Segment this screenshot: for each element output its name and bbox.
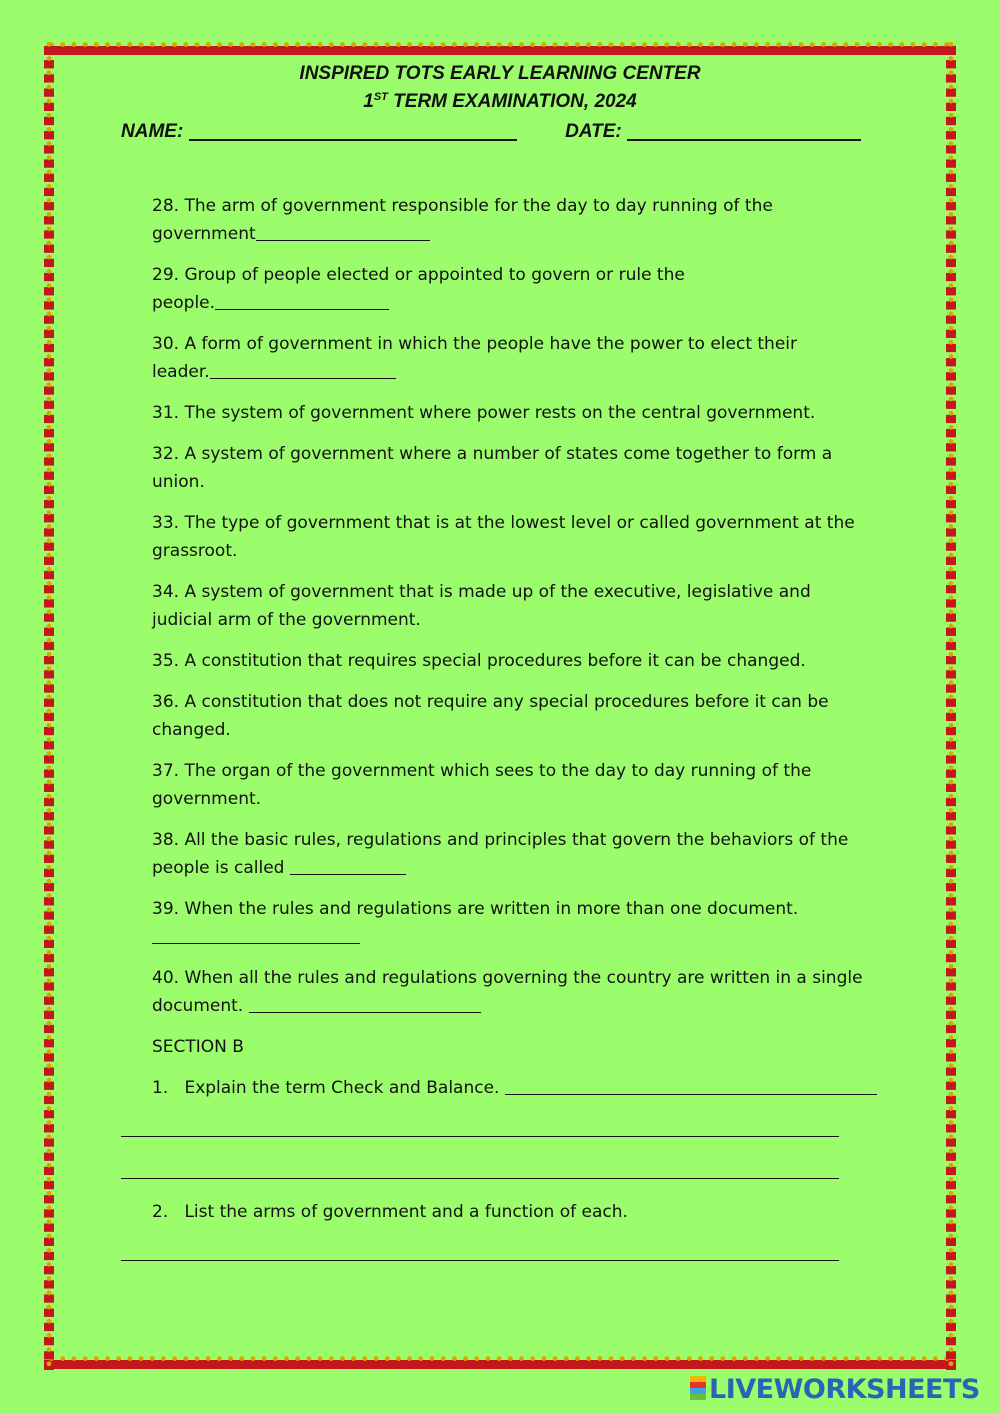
decorative-border-bottom bbox=[44, 1356, 956, 1370]
exam-title-rest: TERM EXAMINATION, 2024 bbox=[387, 91, 637, 112]
answer-blank-40[interactable] bbox=[249, 994, 481, 1013]
question-38: 38. All the basic rules, regulations and principles that govern the behaviors of the people is called bbox=[152, 830, 849, 878]
exam-number: 1 bbox=[363, 91, 374, 112]
question-29: 29. Group of people elected or appointed to govern or rule the people. bbox=[152, 265, 685, 313]
name-field[interactable] bbox=[189, 119, 517, 141]
decorative-border-left bbox=[44, 42, 54, 1370]
date-label: DATE: bbox=[565, 121, 622, 142]
answer-line-b1-2[interactable] bbox=[121, 1136, 839, 1137]
liveworksheets-badge-icon bbox=[690, 1376, 706, 1400]
name-label: NAME: bbox=[121, 121, 184, 142]
question-36: 36. A constitution that does not require any special procedures before it can be changed. bbox=[152, 692, 829, 740]
section-b-title: SECTION B bbox=[152, 1037, 244, 1057]
exam-superscript: ST bbox=[373, 91, 388, 103]
section-b-question-2: 2. List the arms of government and a function of each. bbox=[152, 1202, 628, 1222]
exam-title bbox=[0, 91, 1000, 113]
answer-blank-39[interactable] bbox=[152, 925, 360, 944]
answer-line-b1-3[interactable] bbox=[121, 1178, 839, 1179]
question-34: 34. A system of government that is made up of the executive, legislative and judicial arm of the government. bbox=[152, 582, 811, 630]
logo-text: LIVEWORKSHEETS bbox=[709, 1374, 980, 1405]
question-30: 30. A form of government in which the people have the power to elect their leader. bbox=[152, 334, 798, 382]
answer-blank-28[interactable] bbox=[256, 222, 430, 241]
answer-blank-b1[interactable] bbox=[505, 1076, 877, 1095]
question-37: 37. The organ of the government which sees to the day to day running of the government. bbox=[152, 761, 812, 809]
decorative-border-top bbox=[44, 42, 956, 56]
answer-line-b2[interactable] bbox=[121, 1260, 839, 1261]
answer-blank-30[interactable] bbox=[210, 360, 396, 379]
answer-blank-38[interactable] bbox=[290, 856, 406, 875]
decorative-border-right bbox=[946, 42, 956, 1370]
question-32: 32. A system of government where a number of states come together to form a union. bbox=[152, 444, 833, 492]
question-28: 28. The arm of government responsible for the day to day running of the government bbox=[152, 196, 773, 244]
school-title: INSPIRED TOTS EARLY LEARNING CENTER bbox=[299, 63, 701, 84]
name-date-row bbox=[121, 119, 881, 143]
question-35: 35. A constitution that requires special procedures before it can be changed. bbox=[152, 651, 806, 671]
question-39: 39. When the rules and regulations are written in more than one document. bbox=[152, 895, 882, 951]
question-31: 31. The system of government where power rests on the central government. bbox=[152, 403, 816, 423]
section-b-question-1: 1. Explain the term Check and Balance. bbox=[152, 1074, 892, 1102]
question-40: 40. When all the rules and regulations governing the country are written in a single document. bbox=[152, 968, 863, 1016]
date-field[interactable] bbox=[627, 119, 861, 141]
answer-blank-29[interactable] bbox=[215, 291, 389, 310]
question-33: 33. The type of government that is at the lowest level or called government at the grassroot. bbox=[152, 513, 855, 561]
liveworksheets-logo bbox=[690, 1374, 990, 1408]
